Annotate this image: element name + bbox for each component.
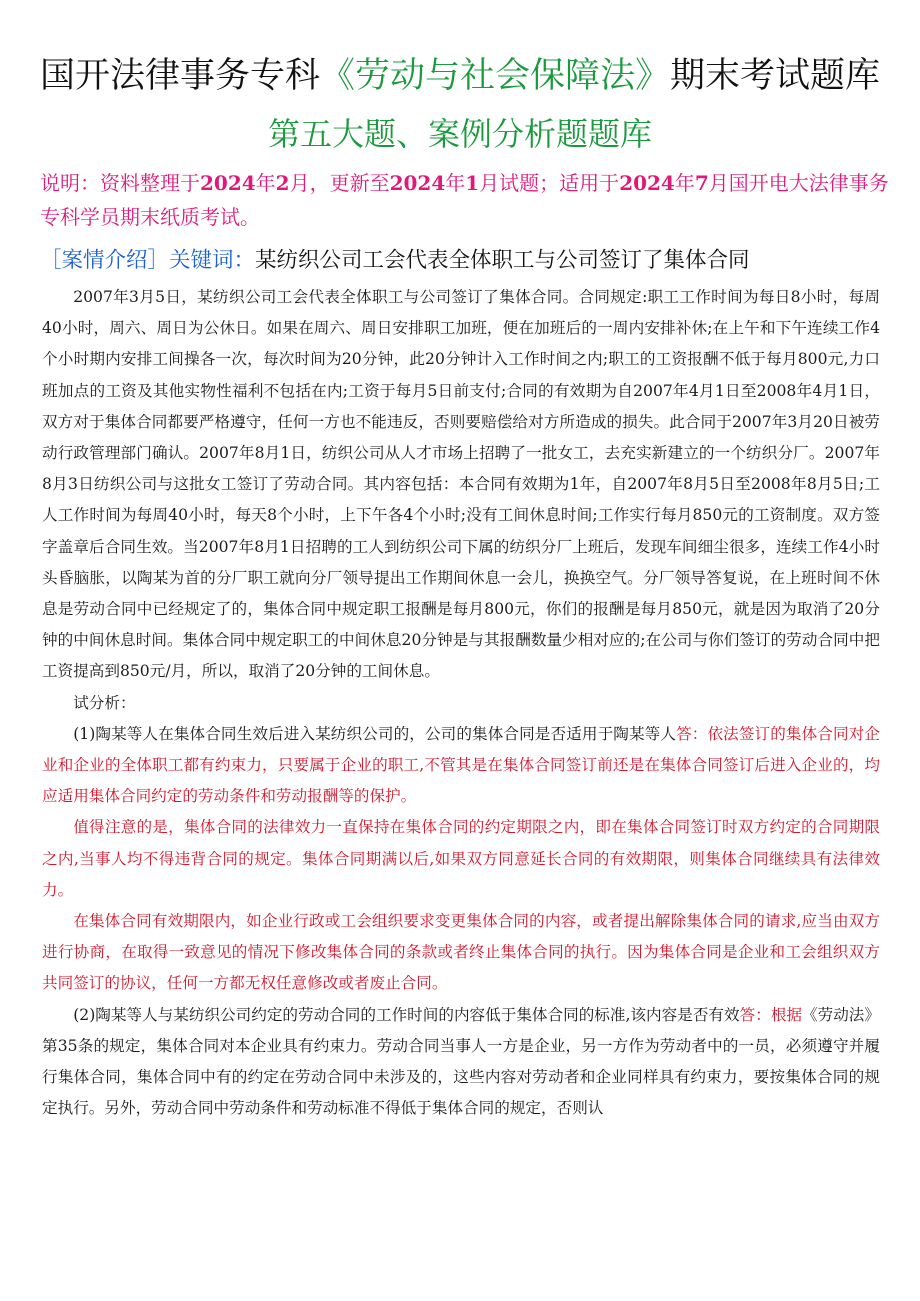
case-intro-keyword: 某纺织公司工会代表全体职工与公司签订了集体合同 (255, 248, 750, 273)
case-intro-tag: ［案情介绍］关键词： (40, 248, 256, 273)
document-title (0, 52, 920, 100)
note-month: 1 (465, 171, 480, 195)
note-text: 年 (255, 171, 276, 195)
note-month: 2 (275, 171, 290, 195)
section-subtitle: 第五大题、案例分析题题库 (267, 115, 652, 153)
usage-note (40, 166, 890, 234)
title-course-name: 《劳动与社会保障法》 (319, 56, 670, 96)
answer-2-lead: 答：根据 (739, 1005, 803, 1024)
answer-1-note-1: 值得注意的是，集体合同的法律效力一直保持在集体合同的约定期限之内，即在集体合同签订时双方约定的合同期限之内,当事人均不得违背合同的规定。集体合同期满以后,如果双方同意延长合同的有效期限，则集体合同继续具有法律效力。 (42, 818, 880, 899)
note-text: 年 (445, 171, 466, 195)
answer-2-text: 《劳动法》第35条的规定，集体合同对本企业具有约束力。劳动合同当事人一方是企业，另一方作为劳动者中的一员，必须遵守并履行集体合同，集体合同中有的约定在劳动合同中未涉及的，这些内容对劳动者和企业同样具有约束力，要按集体合同的规定执行。另外，劳动合同中劳动条件和劳动标准不得低于集体合同的规定，否则认 (42, 1005, 880, 1118)
title-course-type: 国开法律事务专科 (39, 56, 320, 96)
question-2-text: (2)陶某等人与某纺织公司约定的劳动合同的工作时间的内容低于集体合同的标准,该内容是否有效 (73, 1005, 740, 1024)
note-text: 月国开电大法律事务专科学员期末纸质考试。 (40, 171, 889, 229)
note-year: 2024 (389, 171, 446, 195)
answer-1-note-2: 在集体合同有效期限内，如企业行政或工会组织要求变更集体合同的内容，或者提出解除集体合同的请求,应当由双方进行协商，在取得一致意见的情况下修改集体合同的条款或者终止集体合同的执行。因为集体合同是企业和工会组织双方共同签订的协议，任何一方都无权任意修改或者废止合同。 (42, 912, 880, 993)
note-text: 月试题；适用于 (479, 171, 620, 195)
note-text: 月，更新至 (289, 171, 390, 195)
question-1 (42, 719, 880, 813)
question-1-text: (1)陶某等人在集体合同生效后进入某纺织公司的，公司的集体合同是否适用于陶某等人 (73, 724, 677, 743)
note-month: 7 (694, 171, 709, 195)
analyze-prompt: 试分析： (73, 693, 136, 712)
case-intro-heading (40, 243, 900, 279)
title-bank-label: 期末考试题库 (670, 56, 881, 96)
note-text: 说明：资料整理于 (40, 171, 200, 195)
note-text: 年 (674, 171, 695, 195)
note-year: 2024 (619, 171, 675, 195)
answer-1-text: 答：依法签订的集体合同对企业和企业的全体职工都有约束力，只要属于企业的职工,不管其是在集体合同签订前还是在集体合同签订后进入企业的，均应适用集体合同约定的劳动条件和劳动报酬等的保护。 (42, 724, 880, 806)
question-2 (42, 1000, 880, 1125)
case-body (42, 282, 880, 1124)
case-facts-paragraph: 2007年3月5日，某纺织公司工会代表全体职工与公司签订了集体合同。合同规定:职工工作时间为每日8小时，每周40小时，周六、周日为公休日。如果在周六、周日安排职工加班，便在加班后的一周内安排补休;在上午和下午连续工作4个小时期内安排工间操各一次，每次时间为20分钟，此20分钟计入工作时间之内;职工的工资报酬不低于每月800元,力口班加点的工资及其他实物性福利不包括在内;工资于每月5日前支付;合同的有效期为自2007年4月1日至2008年4月1日，双方对于集体合同都要严格遵守，任何一方也不能违反，否则要赔偿给对方所造成的损失。此合同于2007年3月20日被劳动行政管理部门确认。2007年8月1日，纺织公司从人才市场上招聘了一批女工，去充实新建立的一个纺织分厂。2007年8月3日纺织公司与这批女工签订了劳动合同。其内容包括：本合同有效期为1年，自2007年8月5日至2008年8月5日;工人工作时间为每周40小时，每天8个小时，上下午各4个小时;没有工间休息时间;工作实行每月850元的工资制度。双方签字盖章后合同生效。当2007年8月1日招聘的工人到纺织公司下属的纺织分厂上班后，发现车间细尘很多，连续工作4小时头昏脑胀，以陶某为首的分厂职工就向分厂领导提出工作期间休息一会儿，换换空气。分厂领导答复说，在上班时间不休息是劳动合同中已经规定了的，集体合同中规定职工报酬是每月800元，你们的报酬是每月850元，就是因为取消了20分钟的中间休息时间。集体合同中规定职工的中间休息20分钟是与其报酬数量少相对应的;在公司与你们签订的劳动合同中把工资提高到850元/月，所以，取消了20分钟的工间休息。 (42, 288, 880, 681)
note-year: 2024 (200, 171, 256, 195)
